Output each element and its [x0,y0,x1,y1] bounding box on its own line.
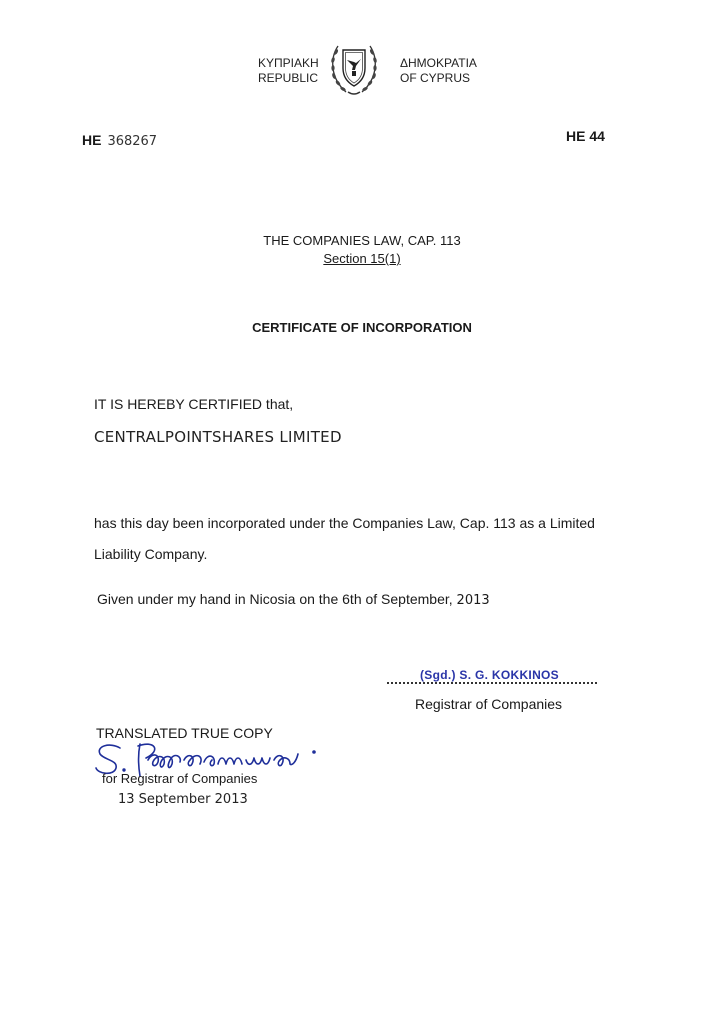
coat-of-arms-icon [328,40,380,96]
header-greek-republic: ΚΥΠΡΙΑΚΗ [258,56,319,70]
registrar-title: Registrar of Companies [415,696,563,712]
given-year: 2013 [456,593,490,608]
given-text: Given under my hand in Nicosia on the 6th of September, [97,591,457,607]
incorporation-text-line2: Liability Company. [94,546,208,562]
header-right [400,56,477,86]
law-heading: THE COMPANIES LAW, CAP. 113 [263,233,461,248]
header-left [258,56,319,86]
for-registrar-label: for Registrar of Companies [102,771,258,786]
incorporation-text-line1: has this day been incorporated under the Companies Law, Cap. 113 as a Limited [94,515,595,531]
registration-prefix: HE [82,132,102,148]
translated-true-copy-label: TRANSLATED TRUE COPY [96,725,273,741]
registration-number [82,132,157,149]
registration-number-value: 368267 [107,134,158,149]
company-name: CENTRALPOINTSHARES LIMITED [94,428,342,446]
certified-statement: IT IS HEREBY CERTIFIED that, [94,396,294,412]
given-statement [97,591,490,608]
signed-by: (Sgd.) S. G. KOKKINOS [420,668,559,682]
form-code: HE 44 [566,128,605,144]
section-reference: Section 15(1) [323,251,401,266]
document-title: CERTIFICATE OF INCORPORATION [252,320,472,335]
header-greek-democracy: ΔΗΜΟΚΡΑΤΙΑ [400,56,477,70]
header-english-cyprus: OF CYPRUS [400,71,471,85]
signature-dotted-line [387,682,597,684]
header-english-republic: REPUBLIC [258,71,319,85]
translation-date: 13 September 2013 [118,792,248,807]
